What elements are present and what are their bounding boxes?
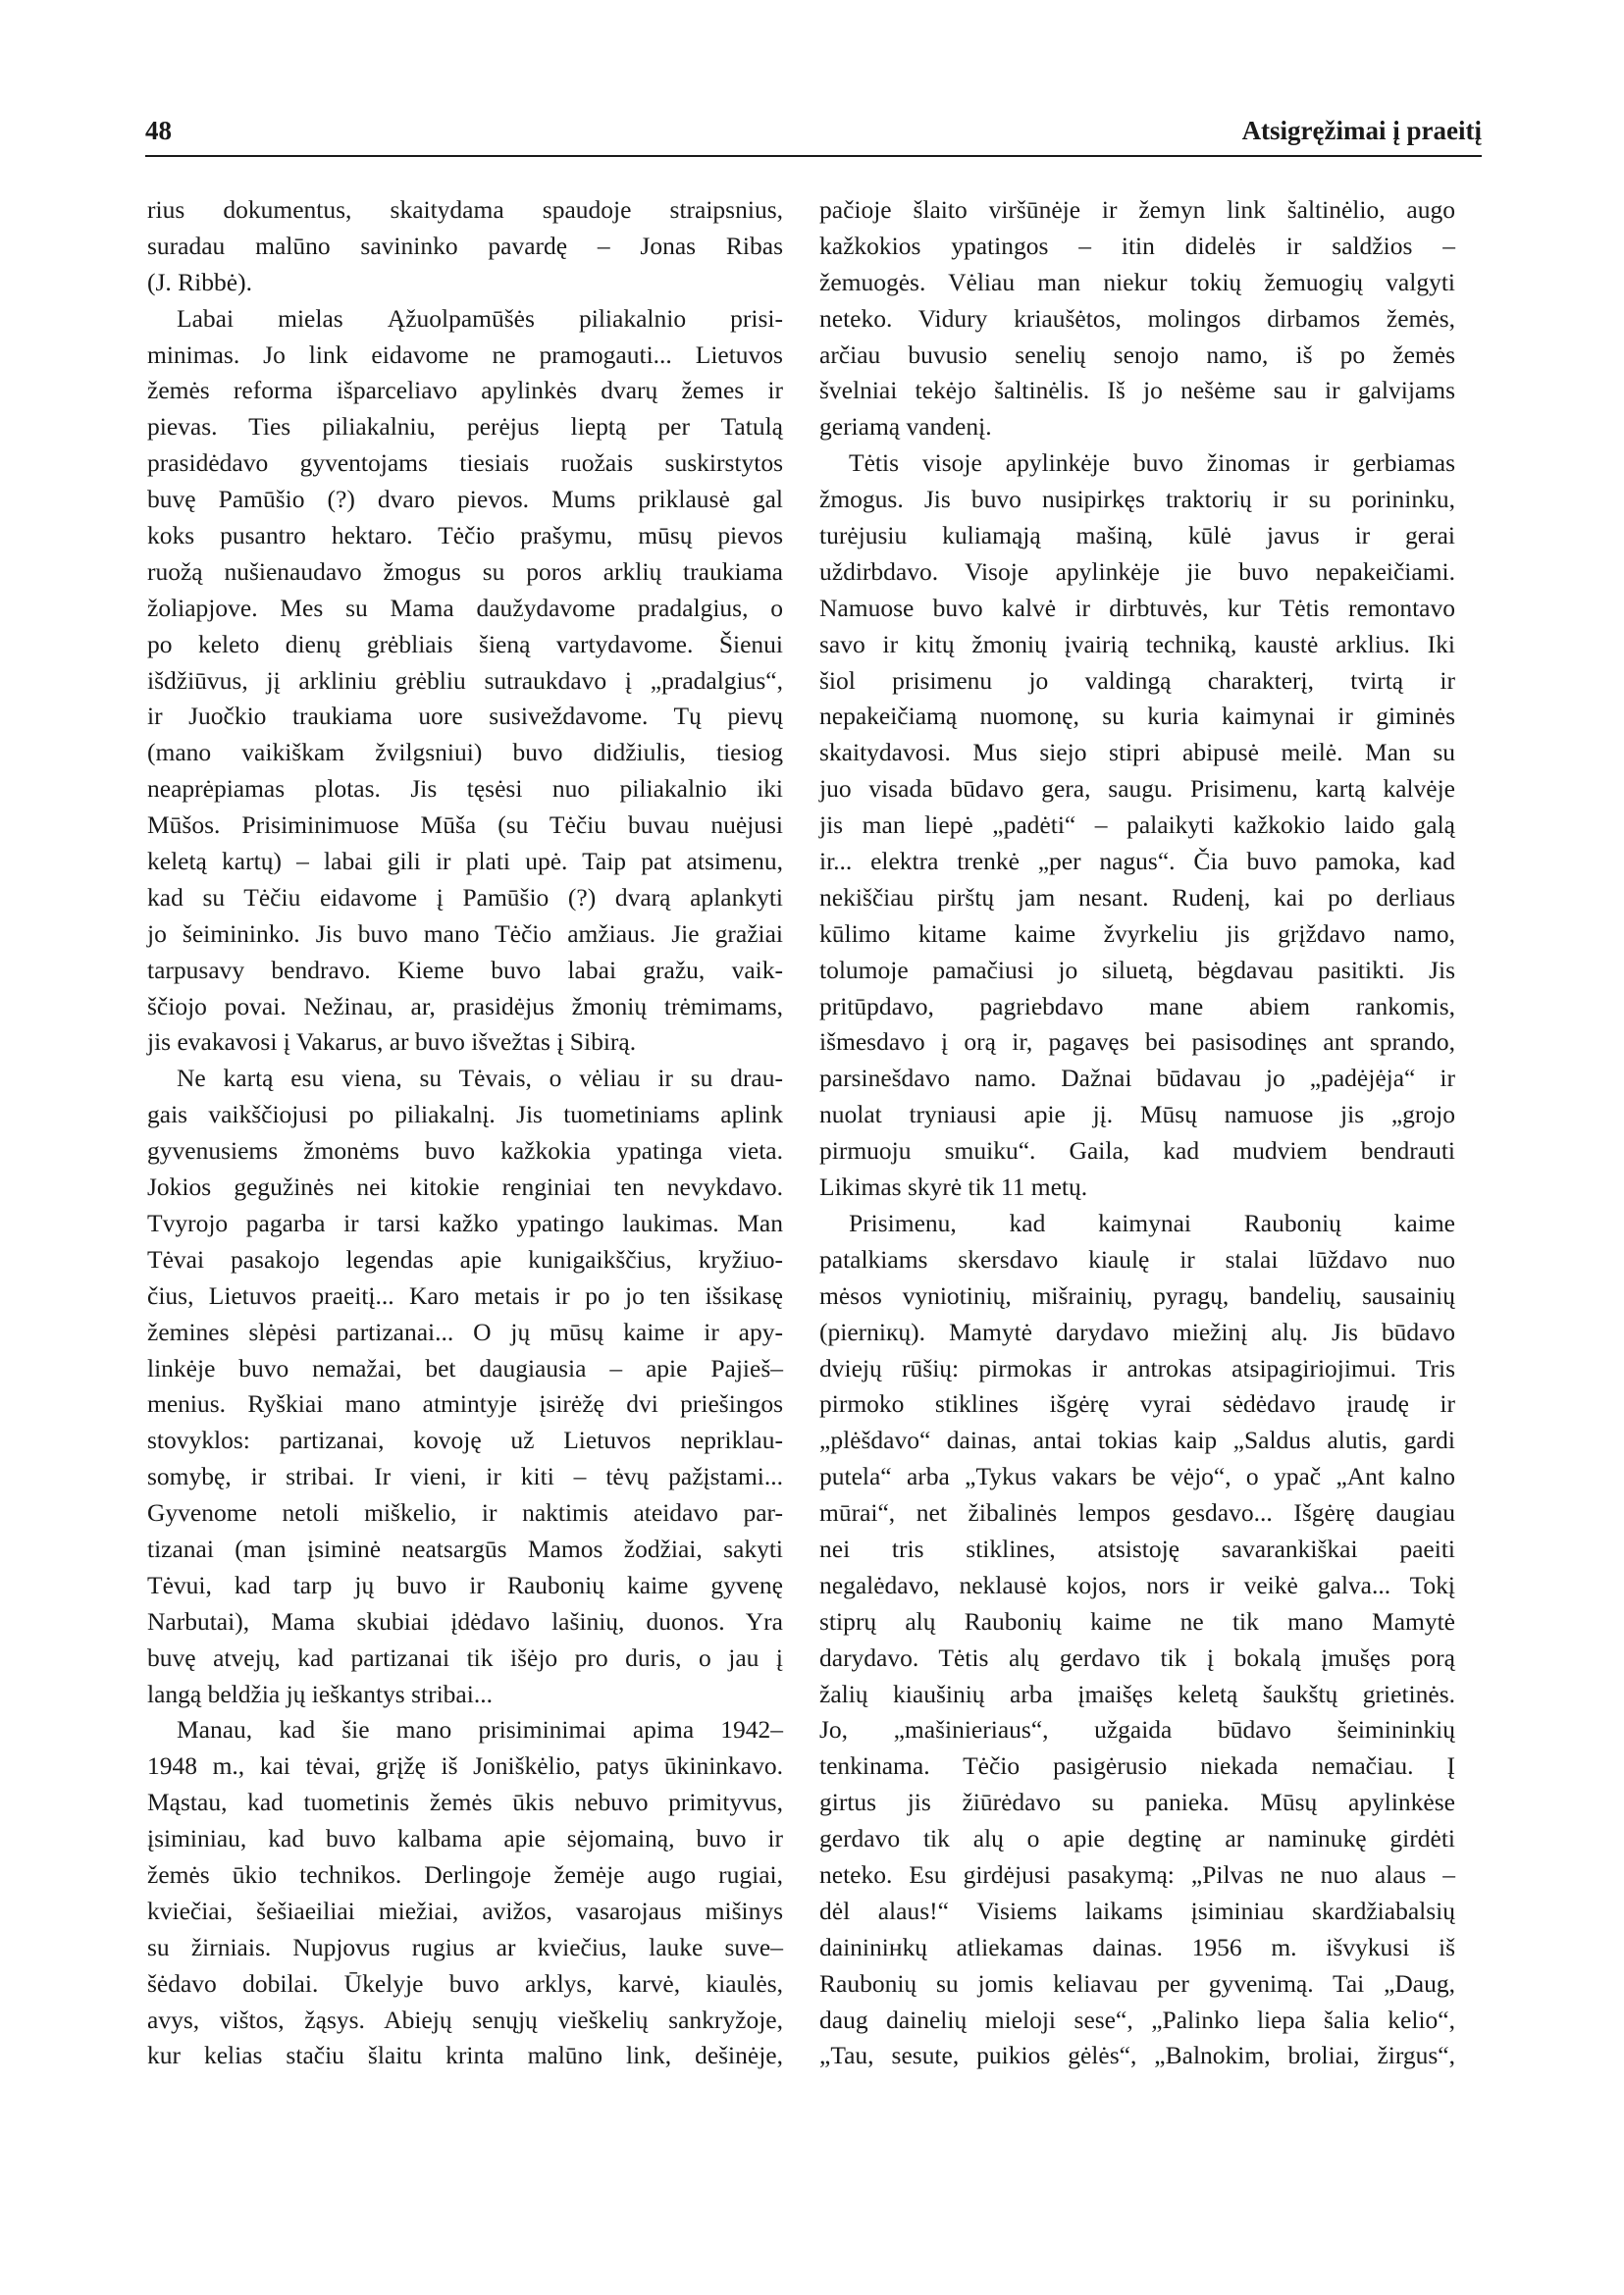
text-line: šiol prisimenu jo valdingą charakterį, tvirtą ir (819, 665, 1455, 695)
text-line: langą beldžia jų ieškantys stribai... (147, 1679, 493, 1708)
text-line: kūlimo kitame kaime žvyrkeliu jis grįždavo namo, (819, 918, 1455, 948)
text-line: tarpusavy bendravo. Kieme buvo labai gražu, vaik- (147, 955, 783, 984)
text-line: patalkiams skersdavo kiaulę ir stalai lūždavo nuo (819, 1244, 1455, 1274)
text-line: žemuogės. Vėliau man niekur tokių žemuogių valgyti (819, 267, 1455, 296)
text-line: 1948 m., kai tėvai, grįžę iš Joniškėlio, patys ūkininkavo. (147, 1751, 783, 1781)
text-line: gyvenusiems žmonėms buvo kažkokia ypatinga vieta. (147, 1136, 783, 1166)
text-line: Tėvai pasakojo legendas apie kunigaikščius, kryžiuo- (147, 1244, 783, 1274)
text-line: neteko. Vidury kriaušėtos, molingos dirbamos žemės, (819, 303, 1455, 333)
text-line: geriamą vandenį. (819, 412, 992, 442)
text-line: avys, vištos, žąsys. Abiejų senųjų vieškelių sankryžoje, (147, 2005, 783, 2034)
text-line: tolumoje pamačiusi jo siluetą, bėgdavau pasitikti. Jis (819, 955, 1455, 984)
text-line: stovyklos: partizanai, kovoję už Lietuvos nepriklau- (147, 1426, 783, 1455)
text-line: Ne kartą esu viena, su Tėvais, o vėliau ir su drau- (177, 1064, 783, 1093)
text-line: gerdavo tik alų o apie degtinę ar naminukę girdėti (819, 1824, 1455, 1853)
text-line: dviejų rūšių: pirmokas ir antrokas atsipagiriojimui. Tris (819, 1353, 1455, 1382)
text-line: Manau, kad šie mano prisiminimai apima 1942– (177, 1715, 783, 1745)
text-line: parsinešdavo namo. Dažnai būdavau jo „padėjėja“ ir (819, 1064, 1455, 1093)
text-line: pievas. Ties piliakalniu, perėjus lieptą per Tatulą (147, 412, 783, 442)
text-line: žemines slėpėsi partizanai... O jų mūsų kaime ir apy- (147, 1317, 783, 1346)
text-line: negalėdavo, neklausė kojos, nors ir veikė galva... Tokį (819, 1570, 1455, 1599)
text-line: koks pusantro hektaro. Tėčio prašymu, mūsų pievos (147, 521, 783, 550)
text-line: stiprų alų Raubonių kaime ne tik mano Mamytė (819, 1606, 1455, 1636)
text-line: žalių kiaušinių arba įmaišęs keletą šaukštų grietinės. (819, 1679, 1455, 1708)
text-line: švelniai tekėjo šaltinėlis. Iš jo nešėme sau ir galvijams (819, 376, 1455, 405)
text-line: darydavo. Tėtis alų gerdavo tik į bokalą įmušęs porą (819, 1643, 1455, 1672)
text-line: daininінkų atliekamas dainas. 1956 m. išvykusi iš (819, 1932, 1455, 1961)
text-line: Mūšos. Prisiminimuose Mūša (su Tėčiu buvau nuėjusi (147, 810, 783, 840)
text-line: žmogus. Jis buvo nusipirkęs traktorių ir su porininku, (819, 485, 1455, 514)
text-line: savo ir kitų žmonių įvairią techniką, kaustė arklius. Iki (819, 629, 1455, 658)
text-line: žoliapjove. Mes su Mama daužydavome pradalgius, o (147, 593, 783, 622)
text-line: ir... elektra trenkė „per nagus“. Čia buvo pamoka, kad (819, 847, 1455, 876)
text-line: pritūpdavo, pagriebdavo mane abiem rankomis, (819, 991, 1455, 1020)
text-line: buvę atvejų, kad partizanai tik išėjo pro duris, o jau į (147, 1643, 783, 1672)
text-line: jis evakavosi į Vakarus, ar buvo išvežtas į Sibirą. (147, 1027, 637, 1057)
text-line: jo šeimininko. Jis buvo mano Tėčio amžiaus. Jie gražiai (147, 918, 783, 948)
text-line: pirmoko stiklines išgėrę vyrai sėdėdavo įraudę ir (819, 1389, 1455, 1419)
text-line: Mąstau, kad tuometinis žemės ūkis nebuvo primityvus, (147, 1788, 783, 1817)
text-line: Narbutai), Mama skubiai įdėdavo lašinių, duonos. Yra (147, 1606, 783, 1636)
text-line: turėjusiu kuliamąją mašiną, kūlė javus ir gerai (819, 521, 1455, 550)
text-line: putela“ arba „Tykus vakars be vėjo“, o ypač „Ant kalno (819, 1462, 1455, 1491)
text-line: linkėje buvo nemažai, bet daugiausia – apie Pajieš– (147, 1353, 783, 1382)
text-line: gais vaikščiojusi po piliakalnį. Jis tuometiniams aplink (147, 1100, 783, 1129)
text-line: Jo, „mašinieriaus“, užgaida būdavo šeimininkių (819, 1715, 1455, 1745)
right-column (819, 192, 1455, 2074)
text-line: ščiojo povai. Nežinau, ar, prasidėjus žmonių trėmimams, (147, 991, 783, 1020)
text-line: Labai mielas Ąžuolpamūšės piliakalnio prisi- (177, 303, 783, 333)
text-line: kažkokios ypatingos – itin didelės ir saldžios – (819, 231, 1455, 260)
text-line: Likimas skyrė tik 11 metų. (819, 1173, 1088, 1202)
text-line: ir Juočkio traukiama uore susiveždavome. Tų pievų (147, 702, 783, 731)
text-line: (mano vaikiškam žvilgsniui) buvo didžiulis, tiesiog (147, 738, 783, 767)
page-header (145, 116, 1482, 159)
text-line: pirmuoju smuiku“. Gaila, kad mudviem bendrauti (819, 1136, 1455, 1166)
text-line: neteko. Esu girdėjusi pasakymą: „Pilvas ne nuo alaus – (819, 1859, 1455, 1889)
text-line: šėdavo dobilai. Ūkelyje buvo arklys, karvė, kiaulės, (147, 1968, 783, 1998)
text-line: žemės ūkio technikos. Derlingoje žemėje augo rugiai, (147, 1859, 783, 1889)
text-line: Jokios gegužinės nei kitokie renginiai ten nevykdavo. (147, 1173, 783, 1202)
text-line: nepakeičiamą nuomonę, su kuria kaimynai ir giminės (819, 702, 1455, 731)
text-line: girtus jis žiūrėdavo su panieka. Mūsų apylinkėse (819, 1788, 1455, 1817)
text-line: menius. Ryškiai mano atmintyje įsirėžę dvi priešingos (147, 1389, 783, 1419)
text-line: uždirbdavo. Visoje apylinkėje jie buvo nepakeičiami. (819, 556, 1455, 586)
text-line: mėsos vyniotinių, mišrainių, pyragų, bandelių, sausainių (819, 1280, 1455, 1310)
text-line: Tėvui, kad tarp jų buvo ir Raubonių kaime gyvenę (147, 1570, 783, 1599)
text-line: keletą kartų) – labai gili ir plati upė. Taip pat atsimenu, (147, 847, 783, 876)
text-line: nei tris stiklines, atsistoję savarankiškai paeiti (819, 1534, 1455, 1563)
text-line: (J. Ribbė). (147, 267, 252, 296)
text-line: žemės reforma išparceliavo apylinkės dvarų žemes ir (147, 376, 783, 405)
text-line: išmesdavo į orą ir, pagavęs bei pasisodinęs ant sprando, (819, 1027, 1455, 1057)
text-line: pačioje šlaito viršūnėje ir žemyn link šaltinėlio, augo (819, 195, 1455, 224)
text-line: Tėtis visoje apylinkėje buvo žinomas ir gerbiamas (849, 448, 1455, 478)
text-line: kur kelias stačiu šlaitu krinta malūno link, dešinėje, (147, 2041, 783, 2070)
left-column (147, 192, 783, 2074)
text-line: mūrai“, net žibalinės lempos gesdavo... Išgėrę daugiau (819, 1498, 1455, 1528)
text-line: buvę Pamūšio (?) dvaro pievos. Mums priklausė gal (147, 485, 783, 514)
text-line: čius, Lietuvos praeitį... Karo metais ir po jo ten išsikasę (147, 1280, 783, 1310)
text-line: ruožą nušienaudavo žmogus su poros arklių traukiama (147, 556, 783, 586)
text-line: išdžiūvus, jį arkliniu grėbliu sutraukdavo į „pradalgius“, (147, 665, 783, 695)
text-line: su žirniais. Nupjovus rugius ar kviečius, lauke suve– (147, 1932, 783, 1961)
text-line: juo visada būdavo gera, saugu. Prisimenu, kartą kalvėje (819, 774, 1455, 804)
text-line: jis man liepė „padėti“ – palaikyti kažkokio laido galą (819, 810, 1455, 840)
text-line: įsiminiau, kad buvo kalbama apie sėjomainą, buvo ir (147, 1824, 783, 1853)
text-line: nuolat tryniausi apie jį. Mūsų namuose jis „grojo (819, 1100, 1455, 1129)
page-number: 48 (145, 116, 172, 145)
text-line: „plėšdavo“ dainas, antai tokias kaip „Saldus alutis, gardi (819, 1426, 1455, 1455)
text-line: Gyvenome netoli miškelio, ir naktimis ateidavo par- (147, 1498, 783, 1528)
running-title: Atsigręžimai į praeitį (1241, 116, 1482, 145)
text-line: prasidėdavo gyventojams tiesiais ruožais suskirstytos (147, 448, 783, 478)
text-line: tizanai (man įsiminė neatsargūs Mamos žodžiai, sakyti (147, 1534, 783, 1563)
text-line: kad su Tėčiu eidavome į Pamūšio (?) dvarą aplankyti (147, 882, 783, 912)
text-line: Tvyrojo pagarba ir tarsi kažko ypatingo laukimas. Man (147, 1208, 783, 1237)
text-line: kviečiai, šešiaeiliai miežiai, avižos, vasarojaus mišinys (147, 1896, 783, 1925)
text-line: somybę, ir stribai. Ir vieni, ir kiti – tėvų pažįstami... (147, 1462, 783, 1491)
text-line: (pierniкų). Mamytė darydavo miežinį alų. Jis būdavo (819, 1317, 1455, 1346)
text-line: rius dokumentus, skaitydama spaudoje straipsnius, (147, 195, 783, 224)
text-line: skaitydavosi. Mus siejo stipri abipusė meilė. Man su (819, 738, 1455, 767)
text-line: po keleto dienų grėbliais šieną vartydavome. Šienui (147, 629, 783, 658)
text-line: tenkinama. Tėčio pasigėrusio niekada nemačiau. Į (819, 1751, 1455, 1781)
header-rule (145, 155, 1482, 157)
text-line: Prisimenu, kad kaimynai Raubonių kaime (849, 1208, 1455, 1237)
text-line: neaprėpiamas plotas. Jis tęsėsi nuo piliakalnio iki (147, 774, 783, 804)
text-line: suradau malūno savininko pavardę – Jonas Ribas (147, 231, 783, 260)
text-line: „Tau, sesute, puikios gėlės“, „Balnokim, broliai, žirgus“, (819, 2041, 1455, 2070)
text-line: daug dainelių mieloji sese“, „Palinko liepa šalia kelio“, (819, 2005, 1455, 2034)
text-line: dėl alaus!“ Visiems laikams įsiminiau skardžiabalsių (819, 1896, 1455, 1925)
text-line: minimas. Jo link eidavome ne pramogauti... Lietuvos (147, 339, 783, 369)
text-line: Raubonių su jomis keliavau per gyvenimą. Tai „Daug, (819, 1968, 1455, 1998)
text-line: arčiau buvusio senelių senojo namo, iš po žemės (819, 339, 1455, 369)
text-line: Namuose buvo kalvė ir dirbtuvės, kur Tėtis remontavo (819, 593, 1455, 622)
text-line: nekiščiau pirštų jam nesant. Rudenį, kai po derliaus (819, 882, 1455, 912)
